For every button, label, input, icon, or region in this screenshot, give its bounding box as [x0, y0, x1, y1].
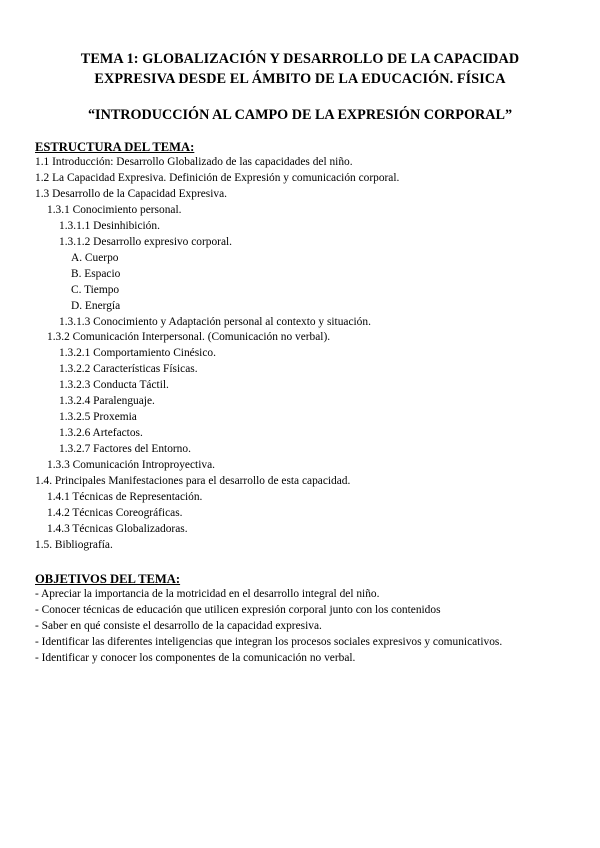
objective-item: - Apreciar la importancia de la motricidad en el desarrollo integral del niño. — [35, 588, 380, 600]
objectives-list — [35, 587, 502, 667]
outline-item: 1.3.2.4 Paralenguaje. — [59, 395, 155, 408]
objective-item: - Identificar y conocer los componentes de la comunicación no verbal. — [35, 651, 356, 664]
outline-item: C. Tiempo — [71, 283, 120, 296]
structure-outline — [35, 155, 399, 554]
outline-item: 1.4. Principales Manifestaciones para el desarrollo de esta capacidad. — [35, 475, 351, 488]
outline-item: 1.3.1.1 Desinhibición. — [59, 219, 160, 232]
outline-item: 1.3 Desarrollo de la Capacidad Expresiva. — [35, 187, 227, 200]
page-title-line-1: TEMA 1: GLOBALIZACIÓN Y DESARROLLO DE LA CAPACIDAD — [80, 51, 520, 67]
objective-item: - Saber en qué consiste el desarrollo de la capacidad expresiva. — [35, 619, 322, 632]
outline-item: 1.5. Bibliografía. — [35, 538, 113, 551]
objective-item: - Conocer técnicas de educación que utilicen expresión corporal junto con los contenidos — [35, 603, 441, 616]
structure-heading: ESTRUCTURA DEL TEMA: — [35, 140, 195, 154]
outline-item: D. Energía — [71, 299, 121, 312]
outline-item: 1.1 Introducción: Desarrollo Globalizado de las capacidades del niño. — [35, 156, 353, 168]
outline-item: 1.3.2.6 Artefactos. — [59, 427, 143, 440]
outline-item: 1.2 La Capacidad Expresiva. Definición de Expresión y comunicación corporal. — [35, 171, 400, 184]
outline-item: A. Cuerpo — [71, 251, 119, 264]
outline-item: 1.4.3 Técnicas Globalizadoras. — [47, 522, 188, 535]
objective-item: - Identificar las diferentes inteligencias que integran los procesos sociales expresivos y comunicativos. — [35, 635, 503, 648]
objectives-heading: OBJETIVOS DEL TEMA: — [35, 572, 181, 586]
outline-item: 1.3.2 Comunicación Interpersonal. (Comunicación no verbal). — [47, 331, 331, 344]
page-title-line-2: EXPRESIVA DESDE EL ÁMBITO DE LA EDUCACIÓN. FÍSICA — [94, 71, 506, 87]
outline-item: 1.3.1.3 Conocimiento y Adaptación personal al contexto y situación. — [59, 315, 371, 328]
outline-item: 1.4.1 Técnicas de Representación. — [47, 491, 203, 504]
outline-item: 1.4.2 Técnicas Coreográficas. — [47, 506, 183, 519]
outline-item: 1.3.1.2 Desarrollo expresivo corporal. — [59, 235, 233, 248]
page-subtitle: “INTRODUCCIÓN AL CAMPO DE LA EXPRESIÓN CORPORAL” — [87, 107, 513, 123]
outline-item: 1.3.2.3 Conducta Táctil. — [59, 379, 169, 392]
outline-item: 1.3.2.1 Comportamiento Cinésico. — [59, 347, 216, 360]
outline-item: 1.3.2.2 Características Físicas. — [59, 363, 198, 376]
outline-item: 1.3.3 Comunicación Introproyectiva. — [47, 459, 215, 472]
outline-item: B. Espacio — [71, 267, 121, 280]
outline-item: 1.3.2.7 Factores del Entorno. — [59, 443, 191, 456]
outline-item: 1.3.1 Conocimiento personal. — [47, 203, 182, 216]
outline-item: 1.3.2.5 Proxemia — [59, 411, 137, 424]
